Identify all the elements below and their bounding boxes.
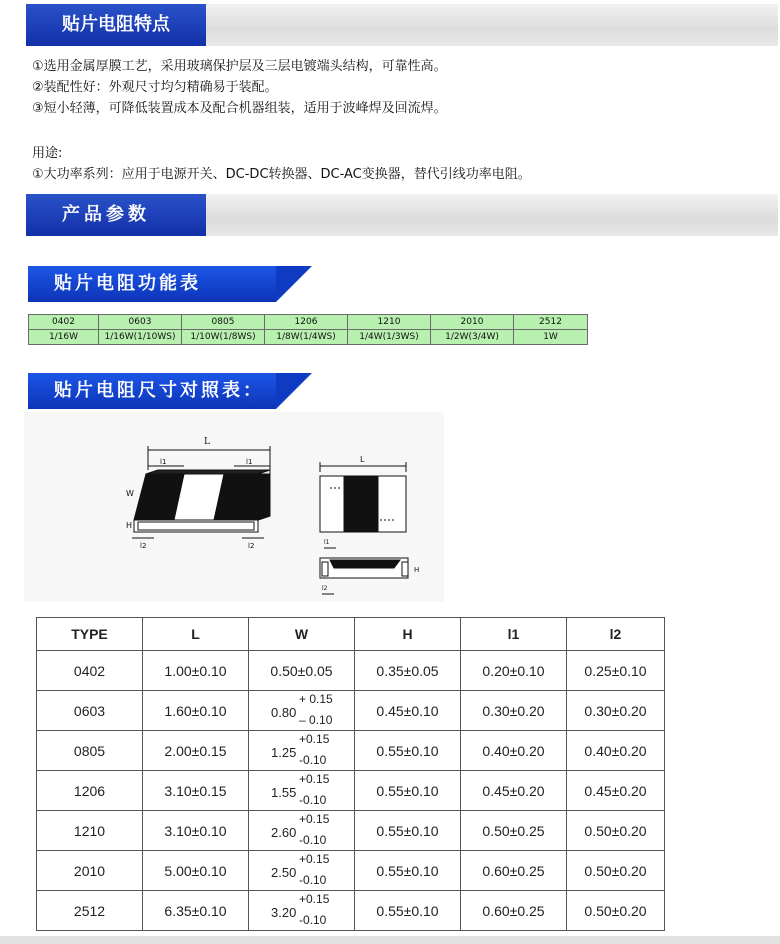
type-cell: 2010 [37,851,143,891]
W-minus-tol: -0.10 [299,793,327,807]
l1-cell: 0.45±0.20 [461,771,567,811]
dim-W-label: W [126,489,134,498]
usage-title: 用途: [32,146,63,161]
W-cell [249,691,355,731]
W-cell [249,731,355,771]
l1-cell: 0.60±0.25 [461,851,567,891]
col-H: H [355,618,461,651]
params-header-bar [26,194,778,236]
W-minus-tol: -0.10 [299,873,327,887]
table-row [37,891,665,931]
l2-cell: 0.30±0.20 [567,691,665,731]
svg-text:l1: l1 [246,458,253,466]
W-minus-tol: – 0.10 [299,713,333,727]
l2-cell: 0.25±0.10 [567,651,665,691]
table-row [37,851,665,891]
l1-cell: 0.60±0.25 [461,891,567,931]
L-cell: 2.00±0.15 [143,731,249,771]
size-cell: 1206 [265,315,348,330]
W-base: 2.50 [271,865,297,880]
power-cell: 1/8W(1/4WS) [265,330,348,345]
W-base: 1.55 [271,785,297,800]
H-cell: 0.55±0.10 [355,771,461,811]
W-plus-tol: +0.15 [299,812,330,826]
L-cell: 1.00±0.10 [143,651,249,691]
L-cell: 3.10±0.15 [143,771,249,811]
size-cell: 0402 [29,315,99,330]
size-cell: 1210 [348,315,431,330]
l2-cell: 0.50±0.20 [567,811,665,851]
H-cell: 0.55±0.10 [355,731,461,771]
L-cell: 3.10±0.10 [143,811,249,851]
W-plus-tol: +0.15 [299,892,330,906]
bottom-divider [0,936,780,944]
L-cell: 6.35±0.10 [143,891,249,931]
resistor-side-view [320,539,419,594]
W-cell [249,771,355,811]
W-minus-tol: -0.10 [299,833,327,847]
resistor-3d-view [126,437,270,550]
L-cell: 5.00±0.10 [143,851,249,891]
l1-cell: 0.40±0.20 [461,731,567,771]
W-base: 0.80 [271,705,297,720]
features-header: 贴片电阻特点 [26,4,206,46]
features-header-bar [26,4,778,46]
feature-line-3: ③短小轻薄，可降低装置成本及配合机器组装，适用于波峰焊及回流焊。 [32,101,447,116]
dim-L-label: L [204,437,210,447]
W-base: 3.20 [271,905,297,920]
dimension-table [36,617,665,931]
W-plus-tol: + 0.15 [299,692,333,706]
table-row [37,771,665,811]
l1-cell: 0.30±0.20 [461,691,567,731]
power-table-title-text: 贴片电阻功能表 [54,273,201,294]
power-rating-row [29,330,588,345]
svg-text:L: L [360,455,365,464]
power-cell: 1/16W(1/10WS) [99,330,182,345]
type-cell: 0603 [37,691,143,731]
H-cell: 0.35±0.05 [355,651,461,691]
resistor-top-view [320,455,406,532]
l2-cell: 0.40±0.20 [567,731,665,771]
col-W: W [249,618,355,651]
H-cell: 0.45±0.10 [355,691,461,731]
power-cell: 1W [514,330,588,345]
ribbon-slant [276,266,312,302]
W-cell [249,891,355,931]
l2-cell: 0.50±0.20 [567,891,665,931]
W-cell [249,811,355,851]
dim-l1-label: l1 [160,458,167,466]
l1-cell: 0.20±0.10 [461,651,567,691]
type-cell: 1206 [37,771,143,811]
W-plus-tol: +0.15 [299,852,330,866]
W-cell [249,851,355,891]
svg-text:l2: l2 [322,585,328,592]
W-cell: 0.50±0.05 [249,651,355,691]
power-cell: 1/4W(1/3WS) [348,330,431,345]
usage-line: ①大功率系列：应用于电源开关、DC-DC转换器、DC-AC变换器，替代引线功率电阻。 [32,167,531,182]
type-cell: 1210 [37,811,143,851]
W-minus-tol: -0.10 [299,913,327,927]
col-l2: l2 [567,618,665,651]
W-minus-tol: -0.10 [299,753,327,767]
size-cell: 0805 [182,315,265,330]
H-cell: 0.55±0.10 [355,891,461,931]
power-size-row [29,315,588,330]
svg-text:l1: l1 [324,539,330,546]
col-l1: l1 [461,618,567,651]
W-plus-tol: +0.15 [299,772,330,786]
resistor-drawing [24,412,444,602]
W-base: 1.25 [271,745,297,760]
feature-line-1: ①选用金属厚膜工艺，采用玻璃保护层及三层电镀端头结构，可靠性高。 [32,59,447,74]
feature-line-2: ②装配性好：外观尺寸均匀精确易于装配。 [32,80,278,95]
type-cell: 2512 [37,891,143,931]
size-cell: 2512 [514,315,588,330]
type-cell: 0805 [37,731,143,771]
W-plus-tol: +0.15 [299,732,330,746]
l2-cell: 0.50±0.20 [567,851,665,891]
H-cell: 0.55±0.10 [355,851,461,891]
power-cell: 1/2W(3/4W) [431,330,514,345]
dim-H-label: H [126,521,133,530]
ribbon-slant [276,373,312,409]
H-cell: 0.55±0.10 [355,811,461,851]
power-cell: 1/10W(1/8WS) [182,330,265,345]
svg-text:l2: l2 [248,542,255,550]
dimension-title-text: 贴片电阻尺寸对照表： [54,380,264,401]
col-type: TYPE [37,618,143,651]
W-base: 2.60 [271,825,297,840]
dimension-header-row [37,618,665,651]
power-cell: 1/16W [29,330,99,345]
dimension-title [28,373,276,409]
svg-text:H: H [414,566,420,574]
size-cell: 2010 [431,315,514,330]
dim-l2-label: l2 [140,542,147,550]
table-row [37,811,665,851]
resistor-dimension-diagram [24,412,444,602]
power-table [28,314,588,345]
type-cell: 0402 [37,651,143,691]
power-table-title [28,266,276,302]
col-L: L [143,618,249,651]
table-row [37,651,665,691]
params-header: 产品参数 [26,194,206,236]
size-cell: 0603 [99,315,182,330]
l2-cell: 0.45±0.20 [567,771,665,811]
table-row [37,731,665,771]
l1-cell: 0.50±0.25 [461,811,567,851]
table-row [37,691,665,731]
L-cell: 1.60±0.10 [143,691,249,731]
